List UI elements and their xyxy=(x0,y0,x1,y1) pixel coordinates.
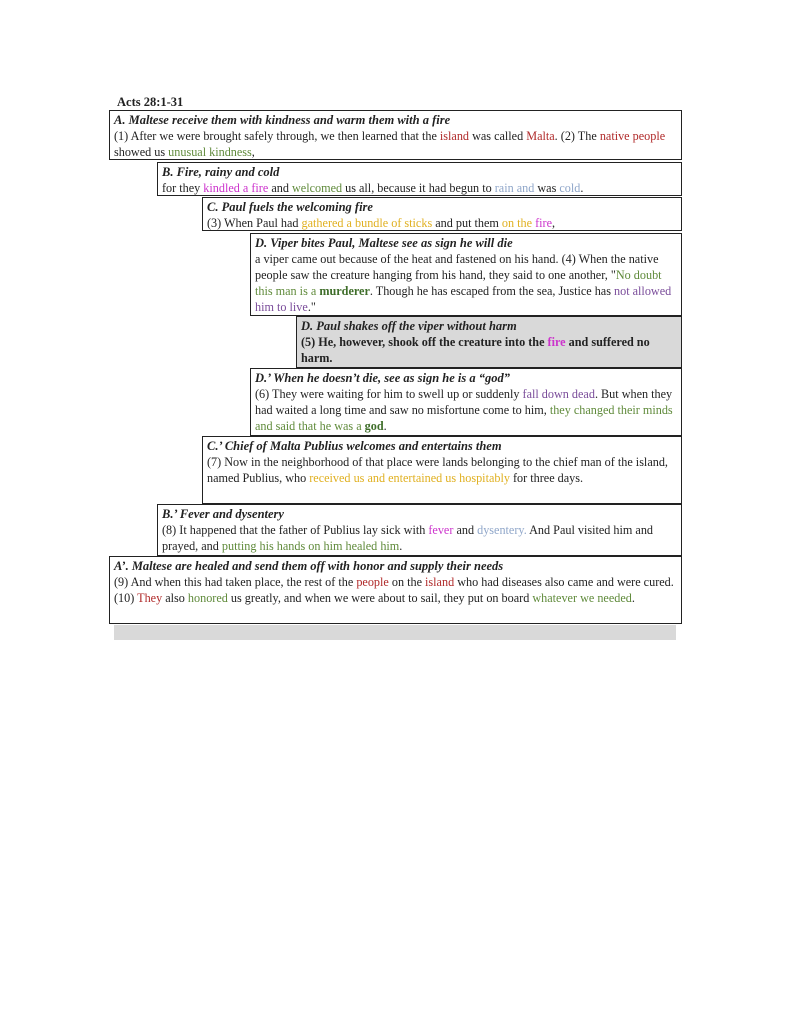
text-segment: and suffered no harm. xyxy=(301,335,650,365)
text-segment: And Paul visited him and prayed, and xyxy=(162,523,654,553)
section-b-prime xyxy=(157,504,682,556)
text-segment: and put them xyxy=(432,216,502,230)
passage-reference: Acts 28:1-31 xyxy=(117,95,184,109)
text-segment: . xyxy=(383,419,387,433)
section-a-heading: A. Maltese receive them with kindness and warm them with a fire xyxy=(114,113,451,127)
section-b-text xyxy=(162,180,676,196)
section-c xyxy=(202,197,682,231)
text-segment: god xyxy=(364,419,384,433)
text-segment: and xyxy=(268,181,292,195)
text-segment: , xyxy=(552,216,556,230)
section-d xyxy=(250,233,682,316)
section-d-prime xyxy=(250,368,682,436)
section-center-text xyxy=(301,334,676,366)
shaded-footer-bar xyxy=(114,625,676,640)
text-segment: (8) It happened that the father of Publius lay sick with xyxy=(162,523,429,537)
text-segment: island xyxy=(439,129,470,143)
text-segment: honored xyxy=(187,591,228,605)
section-c-prime-heading: C.’ Chief of Malta Publius welcomes and entertains them xyxy=(207,439,502,453)
section-a-prime-text xyxy=(114,574,676,606)
text-segment: gathered a bundle of sticks xyxy=(301,216,433,230)
section-c-heading: C. Paul fuels the welcoming fire xyxy=(207,200,373,214)
text-segment: putting his hands on him healed him xyxy=(221,539,400,553)
section-b-heading: B. Fire, rainy and cold xyxy=(162,165,280,179)
text-segment: . xyxy=(631,591,635,605)
section-d-prime-heading: D.’ When he doesn’t die, see as sign he is a “god” xyxy=(255,371,510,385)
text-segment: (1) After we were brought safely through, we then learned that the xyxy=(114,129,440,143)
text-segment: on the xyxy=(501,216,536,230)
section-a-text xyxy=(114,128,676,160)
text-segment: (9) And when this had taken place, the rest of the xyxy=(114,575,357,589)
text-segment: , xyxy=(251,145,255,159)
text-segment: . Though he has escaped from the sea, Justice has xyxy=(369,284,615,298)
text-segment: kindled a fire xyxy=(203,181,269,195)
section-c-prime xyxy=(202,436,682,504)
text-segment: Malta xyxy=(526,129,555,143)
text-segment: rain and xyxy=(494,181,535,195)
text-segment: us greatly, and when we were about to sail, they put on board xyxy=(227,591,533,605)
text-segment: No doubt this man is a xyxy=(255,268,662,298)
section-d-heading: D. Viper bites Paul, Maltese see as sign he will die xyxy=(255,236,513,250)
section-a-prime xyxy=(109,556,682,624)
text-segment: . (2) The xyxy=(554,129,600,143)
section-b xyxy=(157,162,682,196)
text-segment: people xyxy=(356,575,389,589)
text-segment: also xyxy=(162,591,188,605)
text-segment: not allowed him to live xyxy=(255,284,672,314)
section-b-prime-heading: B.’ Fever and dysentery xyxy=(162,507,284,521)
text-segment: they changed their minds and said that he was a xyxy=(255,403,673,433)
text-segment: native people xyxy=(599,129,666,143)
text-segment: . xyxy=(399,539,403,553)
text-segment: . xyxy=(580,181,584,195)
text-segment: a viper came out because of the heat and fastened on his hand. (4) When the native people saw the creature hanging from his hand, they said to one another, " xyxy=(255,252,659,282)
text-segment: fire xyxy=(547,335,566,349)
text-segment: was called xyxy=(469,129,527,143)
text-segment: us all, because it had begun to xyxy=(342,181,495,195)
text-segment: . But when they had waited a long time and saw no misfortune come to him, xyxy=(255,387,673,417)
text-segment: received us and entertained us hospitably xyxy=(309,471,510,485)
section-c-prime-text xyxy=(207,454,676,486)
text-segment: ." xyxy=(307,300,316,314)
text-segment: They xyxy=(137,591,163,605)
text-segment: unusual kindness xyxy=(168,145,252,159)
text-segment: whatever we needed xyxy=(532,591,632,605)
text-segment: was xyxy=(534,181,560,195)
section-center-heading: D. Paul shakes off the viper without harm xyxy=(301,319,517,333)
section-center xyxy=(296,316,682,368)
text-segment: (6) They were waiting for him to swell up or suddenly xyxy=(255,387,523,401)
section-d-prime-text xyxy=(255,386,676,434)
text-segment: murderer xyxy=(319,284,370,298)
text-segment: fire xyxy=(535,216,553,230)
text-segment: (7) Now in the neighborhood of that place were lands belonging to the chief man of the island, named Publius, who xyxy=(207,455,668,485)
section-d-text xyxy=(255,251,676,315)
section-a xyxy=(109,110,682,160)
text-segment: and xyxy=(453,523,478,537)
text-segment: (5) He, however, shook off the creature into the xyxy=(301,335,548,349)
text-segment: fall down dead xyxy=(522,387,595,401)
text-segment: fever xyxy=(428,523,454,537)
text-segment: island xyxy=(425,575,455,589)
text-segment: cold xyxy=(559,181,581,195)
section-b-prime-text xyxy=(162,522,676,554)
text-segment: welcomed xyxy=(291,181,343,195)
text-segment: dysentery. xyxy=(477,523,527,537)
text-segment: for three days. xyxy=(509,471,584,485)
section-a-prime-heading: A’. Maltese are healed and send them off with honor and supply their needs xyxy=(114,559,504,573)
text-segment: on the xyxy=(388,575,426,589)
text-segment: showed us xyxy=(114,145,169,159)
text-segment: who had diseases also came and were cured. (10) xyxy=(114,575,674,605)
text-segment: for they xyxy=(162,181,204,195)
text-segment: (3) When Paul had xyxy=(207,216,302,230)
section-c-text xyxy=(207,215,676,231)
